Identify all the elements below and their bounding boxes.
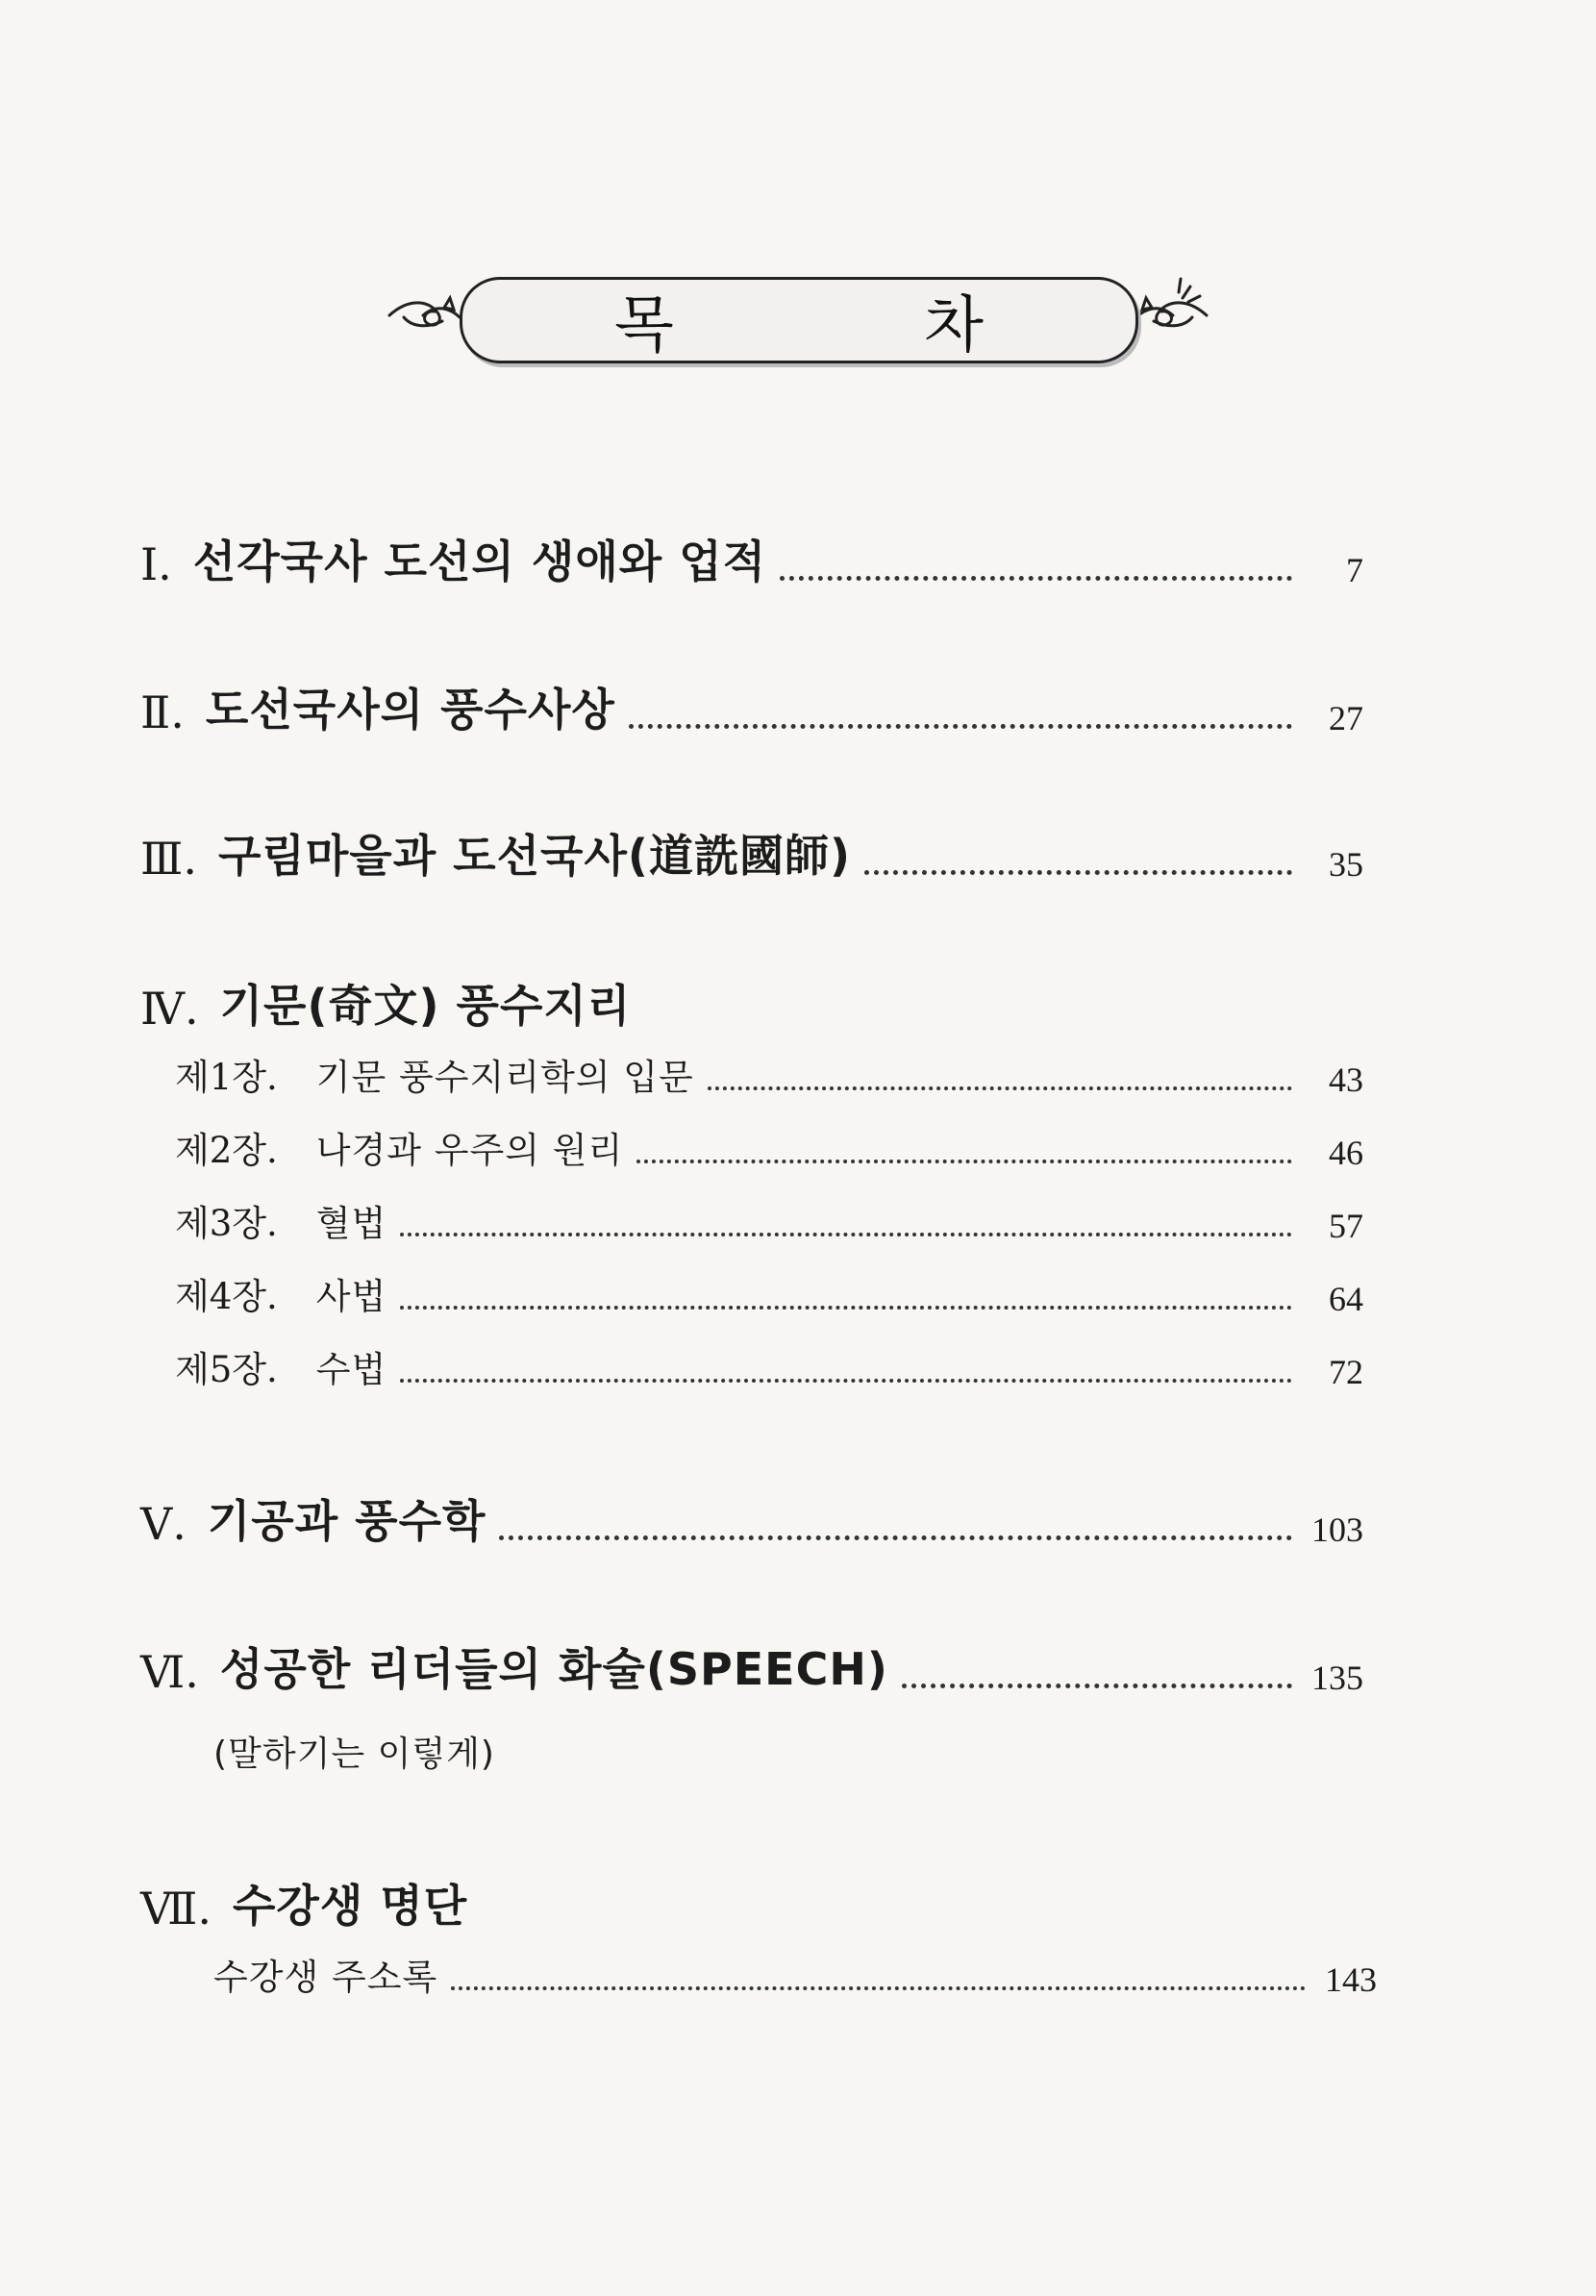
dot-leader	[451, 1986, 1306, 1990]
entry-page: 103	[1311, 1510, 1363, 1549]
entry-title: 수강생 명단	[233, 1880, 468, 1932]
dot-leader	[499, 1535, 1292, 1540]
chapter-title: 수법	[315, 1349, 387, 1390]
chapter-number: 제3장.	[175, 1203, 278, 1244]
toc-entry-5[interactable]	[140, 1486, 1363, 1550]
entry-title: 기문(奇文) 풍수지리	[219, 980, 632, 1032]
chapter-title: 나경과 우주의 원리	[315, 1130, 624, 1171]
chapter-page: 46	[1329, 1134, 1363, 1172]
chapter-number: 제1장.	[175, 1057, 278, 1098]
appendix-title: 수강생 주소록	[213, 1957, 438, 1998]
dot-leader	[902, 1684, 1292, 1688]
entry-page: 35	[1329, 845, 1363, 884]
entry-number: Ⅲ.	[140, 833, 197, 885]
dot-leader	[780, 576, 1292, 581]
chapter-number: 제4장.	[175, 1276, 278, 1317]
chapter-page: 43	[1329, 1061, 1363, 1099]
toc-appendix[interactable]	[213, 1948, 1377, 2000]
entry-number: Ⅰ.	[140, 538, 172, 590]
toc-entry-7[interactable]	[140, 1871, 1363, 1934]
entry-number: Ⅱ.	[140, 686, 185, 738]
entry-title: 도선국사의 풍수사상	[205, 684, 615, 736]
appendix-page: 143	[1325, 1960, 1377, 1999]
title-box	[460, 277, 1138, 363]
entry-number: Ⅶ.	[140, 1883, 212, 1934]
entry-number: Ⅳ.	[140, 983, 199, 1035]
entry-number: Ⅴ.	[140, 1498, 187, 1550]
dot-leader	[864, 870, 1292, 875]
page-title: 목 차	[614, 290, 1099, 362]
entry-page: 27	[1329, 699, 1363, 737]
chapter-number: 제2장.	[175, 1130, 278, 1171]
toc-entry-3[interactable]	[140, 821, 1363, 885]
chapter-page: 57	[1329, 1207, 1363, 1245]
toc-chapter-1[interactable]	[175, 1048, 1363, 1100]
toc-chapter-3[interactable]	[175, 1194, 1363, 1246]
dot-leader	[400, 1379, 1292, 1383]
entry-subtitle: (말하기는 이렇게)	[213, 1734, 495, 1774]
dot-leader	[708, 1086, 1292, 1090]
dot-leader	[400, 1306, 1292, 1310]
toc-entry-4[interactable]	[140, 971, 1363, 1035]
toc-chapter-4[interactable]	[175, 1267, 1363, 1319]
entry-page: 7	[1346, 551, 1363, 589]
chapter-number: 제5장.	[175, 1349, 278, 1390]
toc-entry-6[interactable]	[140, 1635, 1363, 1698]
entry-number: Ⅵ.	[140, 1646, 199, 1698]
entry-title: 성공한 리더들의 화술(SPEECH)	[219, 1643, 888, 1695]
entry-title: 선각국사 도선의 생애와 업적	[192, 536, 767, 587]
dot-leader	[636, 1160, 1292, 1163]
chapter-page: 64	[1329, 1280, 1363, 1318]
toc-entry-6-subtitle	[213, 1727, 495, 1776]
dot-leader	[400, 1233, 1292, 1236]
toc-entry-1[interactable]	[140, 527, 1363, 590]
entry-title: 구림마을과 도선국사(道詵國師)	[217, 830, 851, 882]
dot-leader	[629, 724, 1292, 729]
entry-page: 135	[1311, 1659, 1363, 1697]
chapter-title: 혈법	[315, 1203, 387, 1244]
title-banner	[385, 260, 1211, 375]
entry-title: 기공과 풍수학	[207, 1495, 486, 1547]
toc-chapter-5[interactable]	[175, 1340, 1363, 1392]
toc-entry-2[interactable]	[140, 675, 1363, 738]
chapter-title: 기문 풍수지리학의 입문	[315, 1057, 694, 1098]
chapter-page: 72	[1329, 1353, 1363, 1391]
toc-chapter-2[interactable]	[175, 1121, 1363, 1173]
chapter-title: 사법	[315, 1276, 387, 1317]
